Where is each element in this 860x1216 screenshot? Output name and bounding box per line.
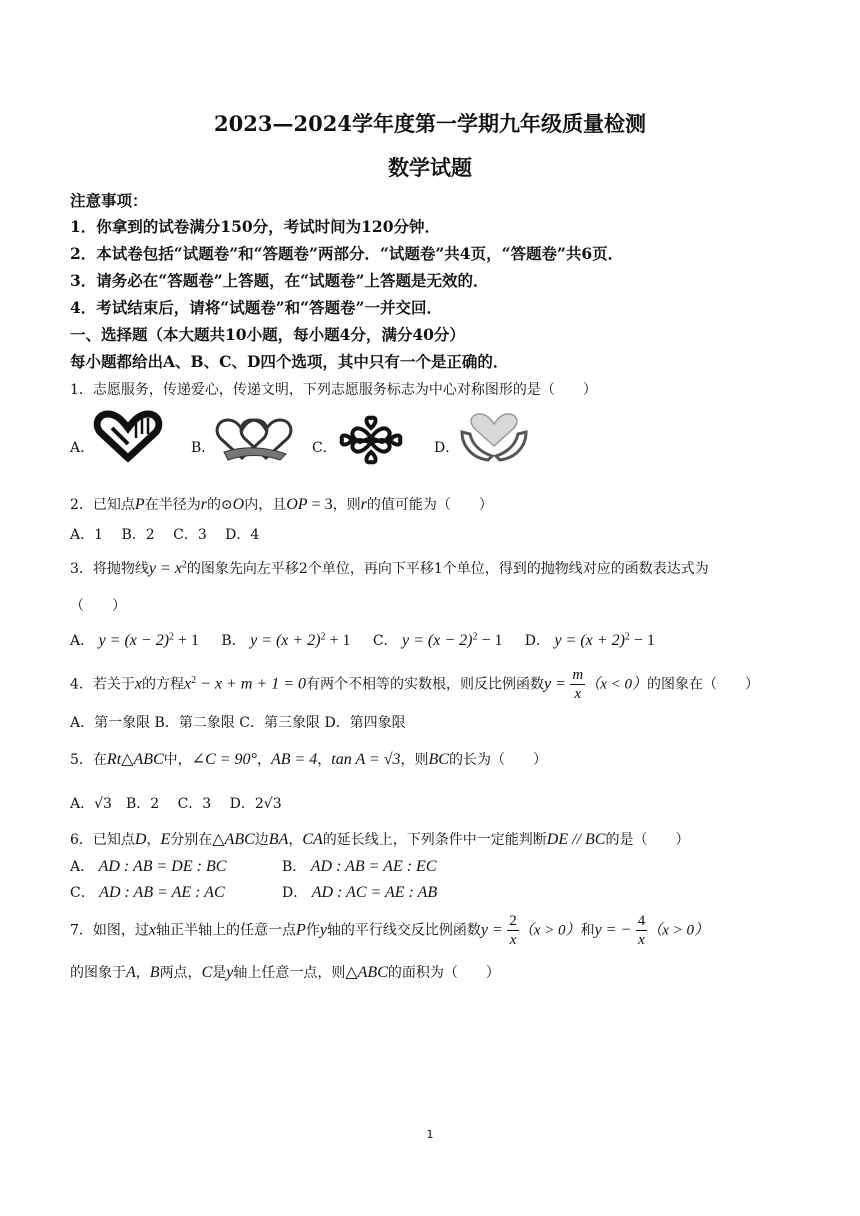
- q7-fraction-2: $\frac{4}{x}$: [637, 913, 646, 948]
- q2-options: A．1 B．2 C．3 D．4: [70, 527, 260, 543]
- q2-stem: 2．已知点P在半径为r的⊙O内，且OP = 3，则r的值可能为（ ）: [70, 496, 493, 513]
- q5-options: A．√3 B．2 C．3 D．2√3: [70, 796, 282, 812]
- q3-options: A． $y = (x - 2)^2 + 1$ B． $y = (x + 2)^2 + 1$ C． $y = (x - 2)^2 - 1$ D． $y = (x + 2)^2 - 1$: [70, 631, 655, 649]
- notice-item-1: 1．你拿到的试卷满分150分，考试时间为120分钟．: [70, 217, 440, 236]
- four-heart-clover-logo-icon: [336, 412, 406, 468]
- heart-fork-logo-icon: [92, 410, 164, 462]
- q6-option-a: A． AD : AB = DE : BC: [70, 858, 227, 875]
- notice-item-3: 3．请务必在“答题卷”上答题，在“试题卷”上答题是无效的．: [70, 271, 489, 290]
- q6-option-c: C． AD : AB = AE : AC: [70, 884, 225, 901]
- q1-option-c: C．: [312, 440, 337, 456]
- section-instruction: 每小题都给出A、B、C、D四个选项，其中只有一个是正确的．: [70, 352, 509, 371]
- q5-stem: 5．在Rt△ABC中，∠C = 90°，AB = 4，tan A = √3，则BC的长为（ ）: [70, 751, 547, 768]
- exam-title: 2023—2024学年度第一学期九年级质量检测: [214, 111, 646, 136]
- exam-subtitle: 数学试题: [388, 155, 472, 180]
- notice-heading: 注意事项：: [70, 191, 148, 210]
- q1-option-a: A．: [70, 440, 95, 456]
- q1-option-d: D．: [434, 440, 460, 456]
- section-heading: 一、选择题（本大题共10小题，每小题4分，满分40分）: [70, 325, 465, 344]
- q6-option-b: B． AD : AB = AE : EC: [282, 858, 437, 875]
- q4-fraction: $\frac{m}{x}$: [572, 667, 584, 702]
- q7-stem-cont: 的图象于A，B两点，C是y轴上任意一点，则△ABC的面积为（ ）: [70, 964, 500, 981]
- q3-stem: 3．将抛物线$y = x^2$的图象先向左平移2个单位，再向下平移1个单位，得到的抛物线对应的函数表达式为: [70, 559, 709, 577]
- q4-stem: 4．若关于x的方程$x^2 - x + m + 1 = 0$有两个不相等的实数根，则反比例函数y = $\frac{m}{x}$ （x < 0）的图象在（ ）: [70, 667, 759, 702]
- heart-hands-logo-icon: [458, 412, 530, 468]
- q7-stem: 7．如图，过x轴正半轴上的任意一点P作y轴的平行线交反比例函数y = $\frac{2}{x}$ （x > 0）和y = − $\frac{4}{x}$ （x > 0）: [70, 913, 709, 948]
- page-number: 1: [426, 1128, 434, 1141]
- q4-options: A．第一象限 B．第二象限 C．第三象限 D．第四象限: [70, 715, 406, 731]
- q6-option-d: D． AD : AC = AE : AB: [282, 884, 438, 901]
- q1-stem: 1．志愿服务，传递爱心，传递文明，下列志愿服务标志为中心对称图形的是（ ）: [70, 382, 597, 398]
- q3-stem-cont: （ ）: [70, 598, 126, 614]
- q1-option-b: B．: [191, 440, 216, 456]
- double-heart-ribbon-logo-icon: [214, 416, 294, 464]
- q7-fraction-1: $\frac{2}{x}$: [509, 913, 517, 948]
- notice-item-4: 4．考试结束后，请将“试题卷”和“答题卷”一并交回．: [70, 298, 442, 317]
- q6-stem: 6．已知点D，E分别在△ABC边BA，CA的延长线上，下列条件中一定能判断DE // BC的是（ ）: [70, 831, 690, 848]
- notice-item-2: 2．本试卷包括“试题卷”和“答题卷”两部分．“试题卷”共4页，“答题卷”共6页．: [70, 244, 624, 263]
